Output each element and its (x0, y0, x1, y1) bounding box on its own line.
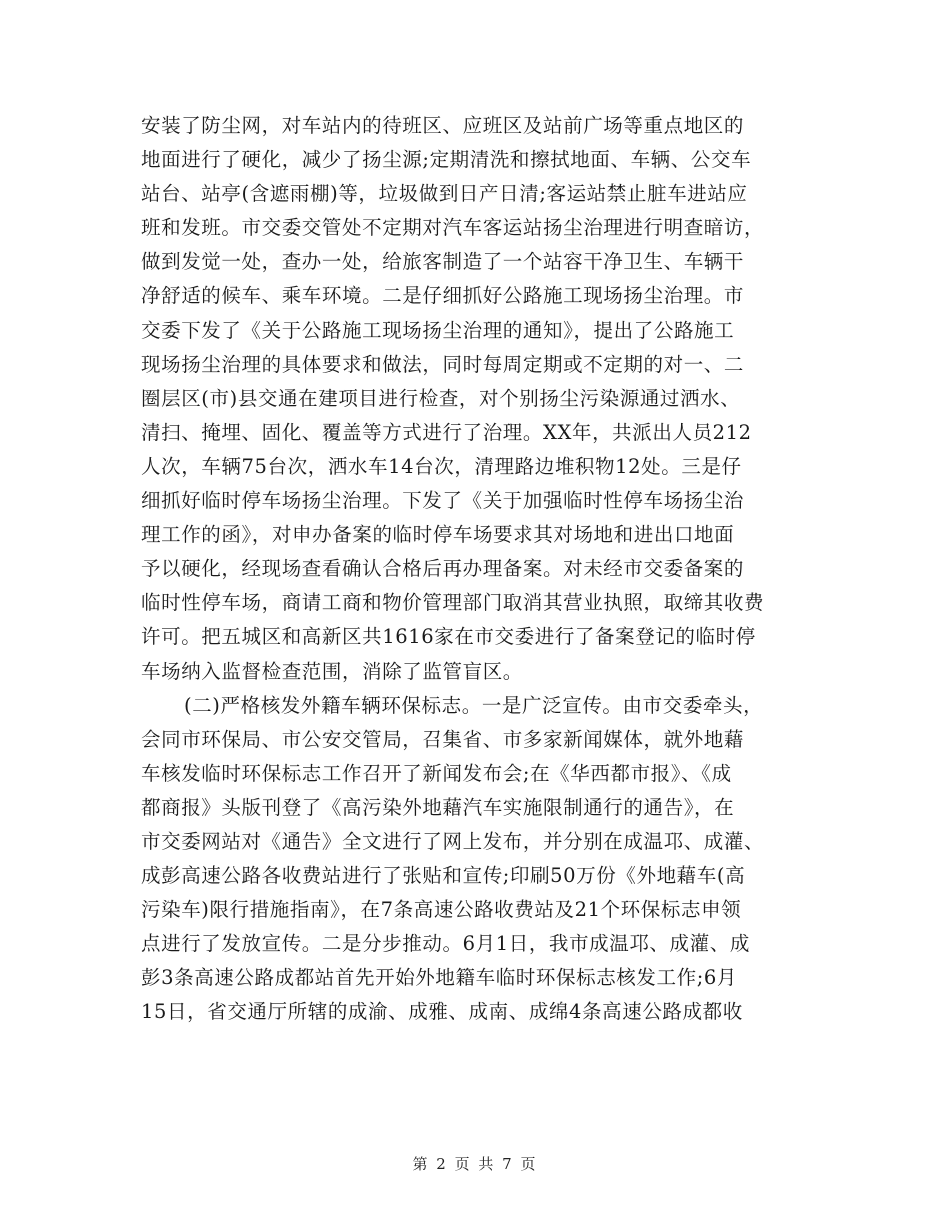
body-line: 做到发觉一处，查办一处，给旅客制造了一个站容干净卫生、车辆干 (141, 250, 745, 274)
body-line: 圈层区(市)县交通在建项目进行检查，对个别扬尘污染源通过洒水、 (141, 386, 741, 410)
body-line: 市交委网站对《通告》全文进行了网上发布，并分别在成温邛、成灌、 (141, 829, 765, 853)
body-line: 班和发班。市交委交管处不定期对汽车客运站扬尘治理进行明查暗访， (141, 216, 765, 240)
body-line: 都商报》头版刊登了《高污染外地藉汽车实施限制通行的通告》，在 (141, 795, 735, 819)
body-line: 人次，车辆75台次，洒水车14台次，清理路边堆积物12处。三是仔 (141, 454, 742, 478)
body-line: 车场纳入监督检查范围，消除了监管盲区。 (141, 659, 523, 683)
body-line: 点进行了发放宣传。二是分步推动。6月1日，我市成温邛、成灌、成 (141, 932, 750, 956)
body-line: 车核发临时环保标志工作召开了新闻发布会;在《华西都市报》、《成 (141, 761, 732, 785)
body-line: 临时性停车场，商请工商和物价管理部门取消其营业执照，取缔其收费 (141, 591, 765, 615)
page-number-footer: 第 2 页 共 7 页 (412, 1155, 538, 1173)
document-body (141, 109, 813, 1030)
body-line: 现场扬尘治理的具体要求和做法，同时每周定期或不定期的对一、二 (141, 352, 745, 376)
body-line: 成彭高速公路各收费站进行了张贴和宣传;印刷50万份《外地藉车(高 (141, 864, 746, 888)
body-line: 会同市环保局、市公安交管局，召集省、市多家新闻媒体，就外地藉 (141, 727, 745, 751)
body-line: 细抓好临时停车场扬尘治理。下发了《关于加强临时性停车场扬尘治 (141, 489, 745, 513)
body-line: 污染车)限行措施指南》，在7条高速公路收费站及21个环保标志申领 (141, 898, 742, 922)
body-line: 地面进行了硬化，减少了扬尘源;定期清洗和擦拭地面、车辆、公交车 (141, 148, 752, 172)
section-heading-line: (二)严格核发外籍车辆环保标志。一是广泛宣传。由市交委牵头， (184, 693, 764, 717)
body-line: 理工作的函》，对申办备案的临时停车场要求其对场地和进出口地面 (141, 523, 735, 547)
body-line: 15日，省交通厅所辖的成渝、成雅、成南、成绵4条高速公路成都收 (141, 1000, 743, 1024)
body-line: 予以硬化，经现场查看确认合格后再办理备案。对未经市交委备案的 (141, 557, 745, 581)
body-line: 清扫、掩埋、固化、覆盖等方式进行了治理。XX年，共派出人员212 (141, 420, 752, 444)
body-line: 交委下发了《关于公路施工现场扬尘治理的通知》，提出了公路施工 (141, 318, 735, 342)
body-line: 许可。把五城区和高新区共1616家在市交委进行了备案登记的临时停 (141, 625, 756, 649)
body-line: 净舒适的候车、乘车环境。二是仔细抓好公路施工现场扬尘治理。市 (141, 284, 745, 308)
body-line: 站台、站亭(含遮雨棚)等，垃圾做到日产日清;客运站禁止脏车进站应 (141, 182, 748, 206)
body-line: 安装了防尘网，对车站内的待班区、应班区及站前广场等重点地区的 (141, 114, 745, 137)
body-line: 彭3条高速公路成都站首先开始外地籍车临时环保标志核发工作;6月 (141, 966, 737, 990)
